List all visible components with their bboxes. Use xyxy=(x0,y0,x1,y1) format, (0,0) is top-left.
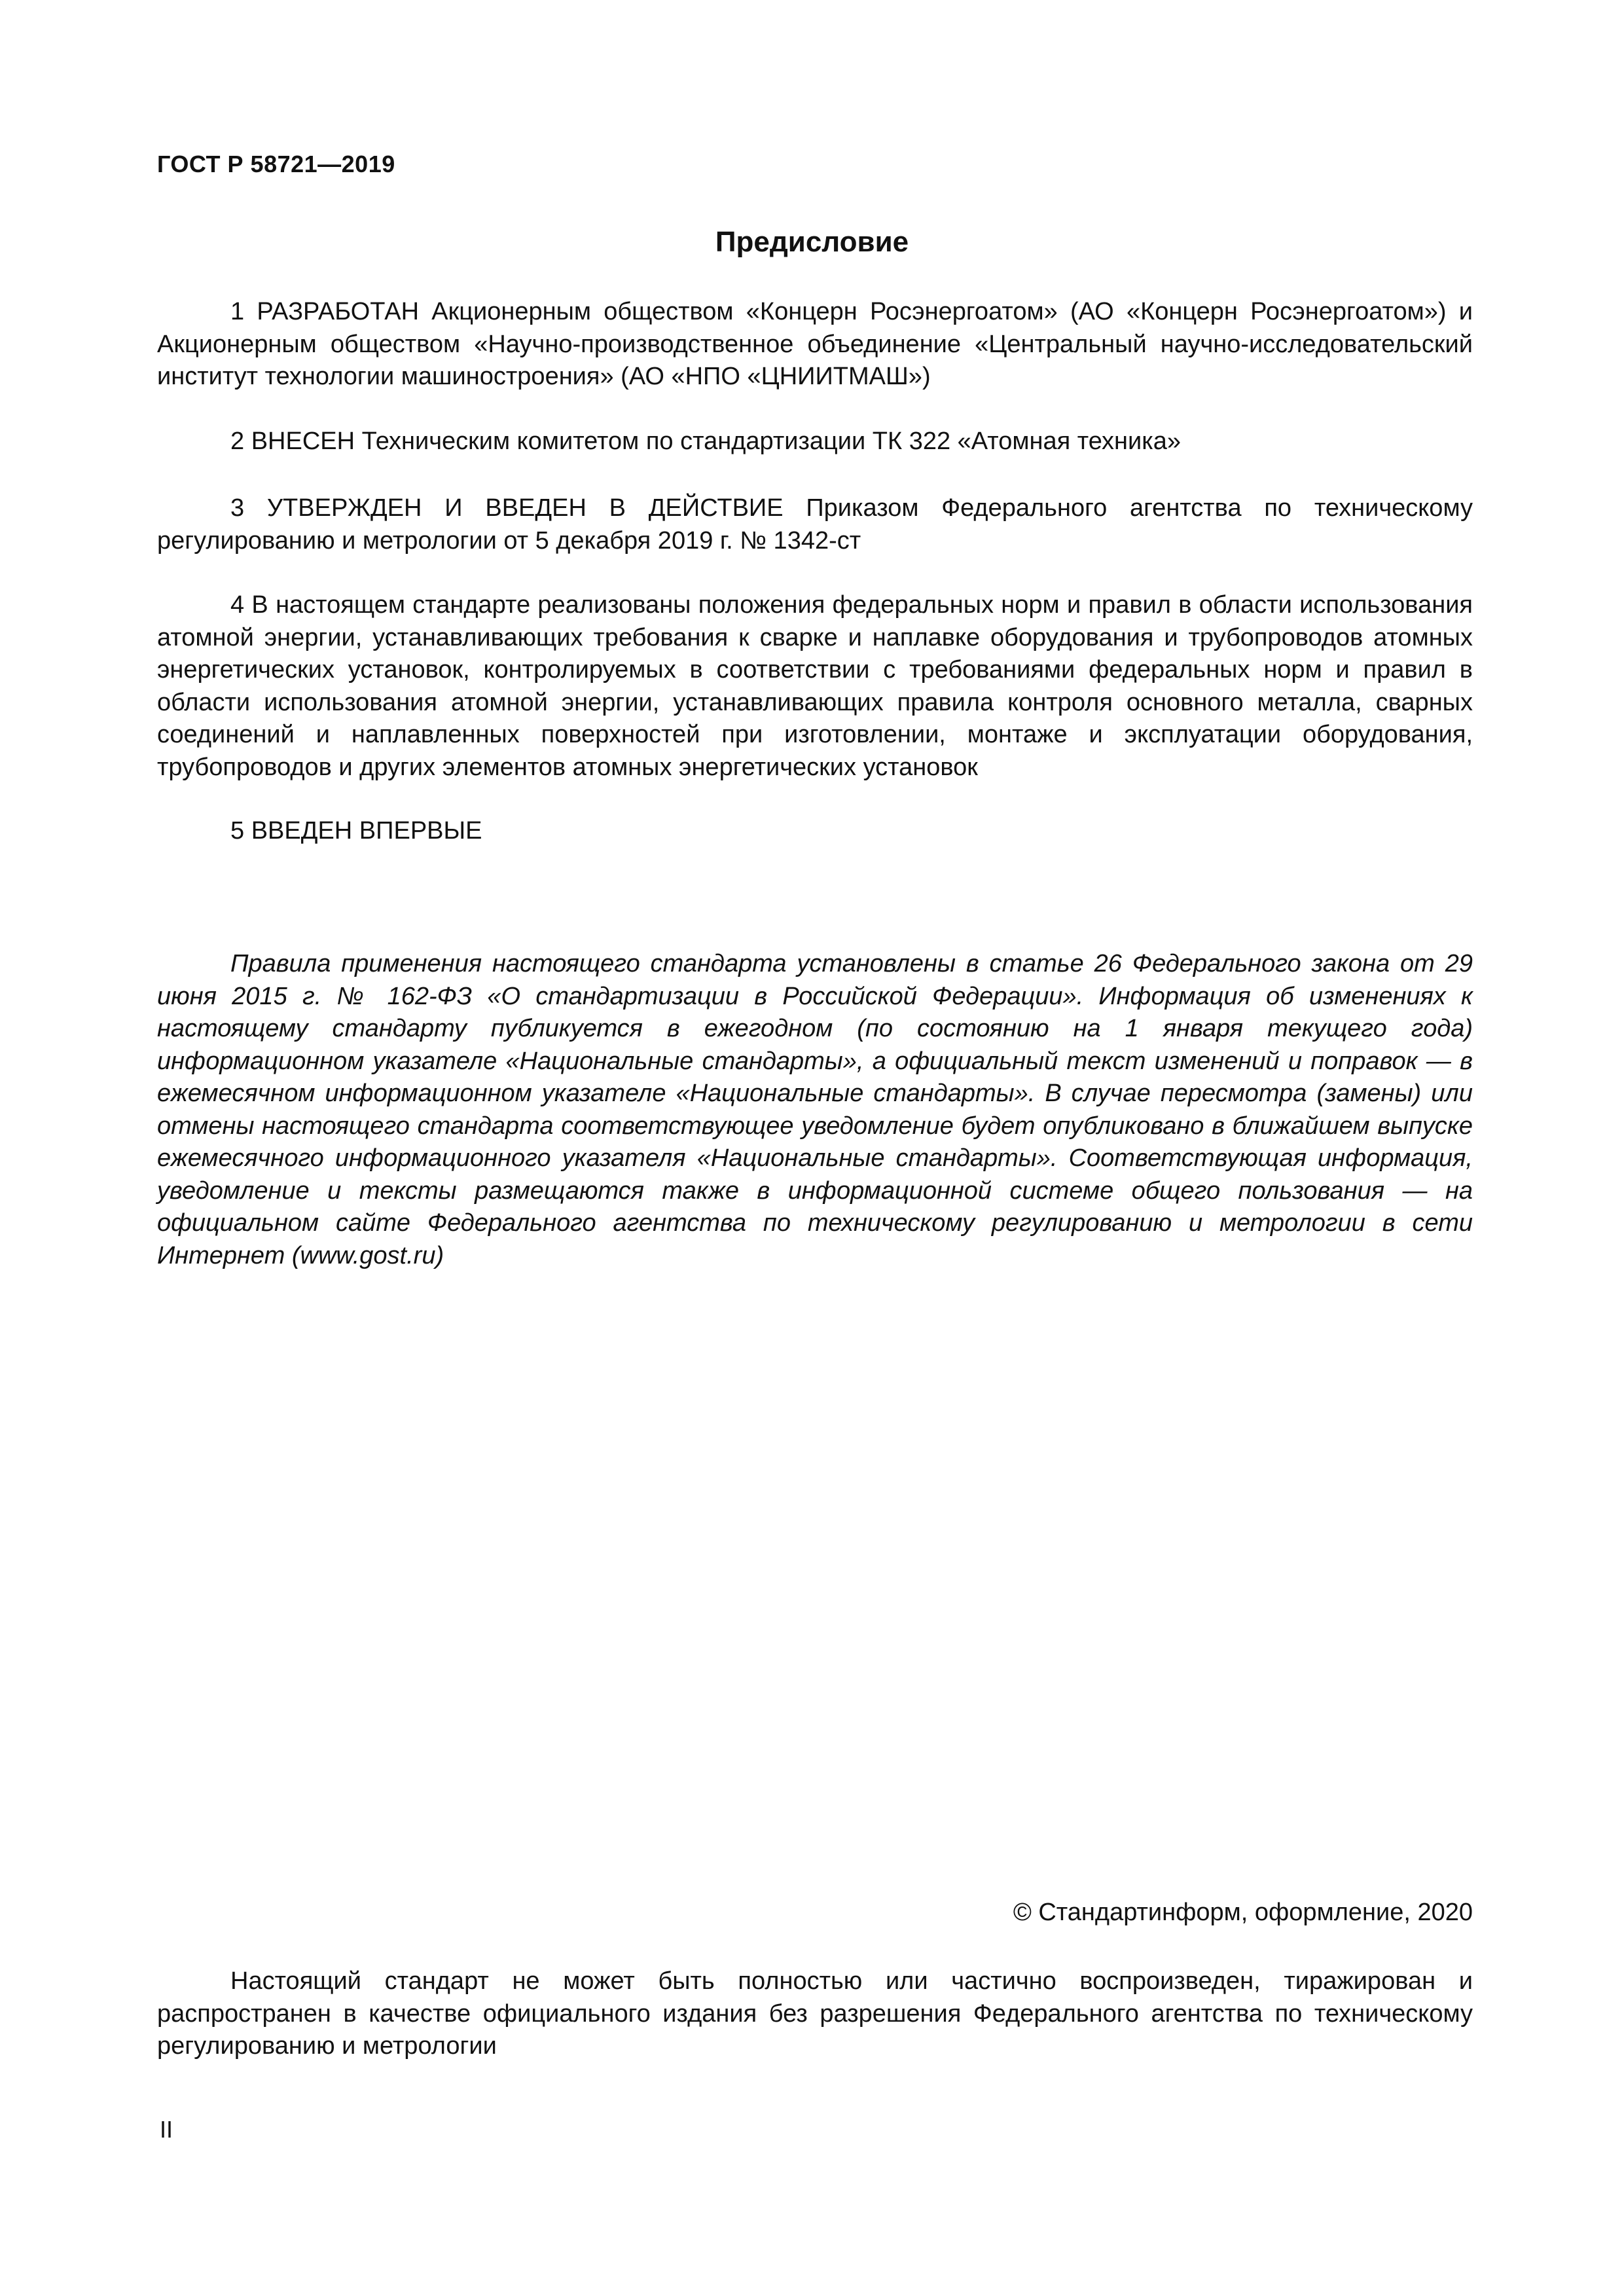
preface-item-4: 4 В настоящем стандарте реализованы положения федеральных норм и правил в области использования атомной энергии, устанавливающих требования к сварке и наплавке оборудования и трубопроводов атомных энергетических установок, контролируемых в соответствии с требованиями федеральных норм и правил в области использования атомной энергии, устанавливающих правила контроля основного металла, сварных соединений и наплавленных поверхностей при изготовлении, монтаже и эксплуатации оборудования, трубопроводов и других элементов атомных энергетических установок xyxy=(157,591,1473,781)
reproduction-notice: Настоящий стандарт не может быть полностью или частично воспроизведен, тиражирован и распространен в качестве официального издания без разрешения Федерального агентства по техническому регулированию и метрологии xyxy=(157,1967,1473,2060)
preface-item-2: 2 ВНЕСЕН Техническим комитетом по стандартизации ТК 322 «Атомная техника» xyxy=(230,428,1181,455)
copyright-line: © Стандартинформ, оформление, 2020 xyxy=(1013,1899,1473,1926)
page-number: II xyxy=(160,2116,173,2143)
rules-notice: Правила применения настоящего стандарта установлены в статье 26 Федерального закона от 29 июня 2015 г. № 162-ФЗ «О стандартизации в Российской Федерации». Информация об изменениях к настоящему стандарту публикуется в ежегодном (по состоянию на 1 января текущего года) информационном указателе «Национальные стандарты», а официальный текст изменений и поправок — в ежемесячном информационном указателе «Национальные стандарты». В случае пересмотра (замены) или отмены настоящего стандарта соответствующее уведомление будет опубликовано в ближайшем выпуске ежемесячного информационного указателя «Национальные стандарты». Соответствующая информация, уведомление и тексты размещаются также в информационной системе общего пользования — на официальном сайте Федерального агентства по техническому регулированию и метрологии в сети Интернет (www.gost.ru) xyxy=(157,950,1473,1269)
document-code: ГОСТ Р 58721—2019 xyxy=(157,151,395,177)
preface-item-3: 3 УТВЕРЖДЕН И ВВЕДЕН В ДЕЙСТВИЕ Приказом Федерального агентства по техническому регулированию и метрологии от 5 декабря 2019 г. № 1342-ст xyxy=(157,494,1473,555)
page-title: Предисловие xyxy=(715,226,909,258)
preface-item-1: 1 РАЗРАБОТАН Акционерным обществом «Концерн Росэнергоатом» (АО «Концерн Росэнергоатом») и Акционерным обществом «Научно-производственное объединение «Центральный научно-исследовательский институт технологии машиностроения» (АО «НПО «ЦНИИТМАШ») xyxy=(157,298,1473,390)
preface-item-5: 5 ВВЕДЕН ВПЕРВЫЕ xyxy=(230,817,482,845)
